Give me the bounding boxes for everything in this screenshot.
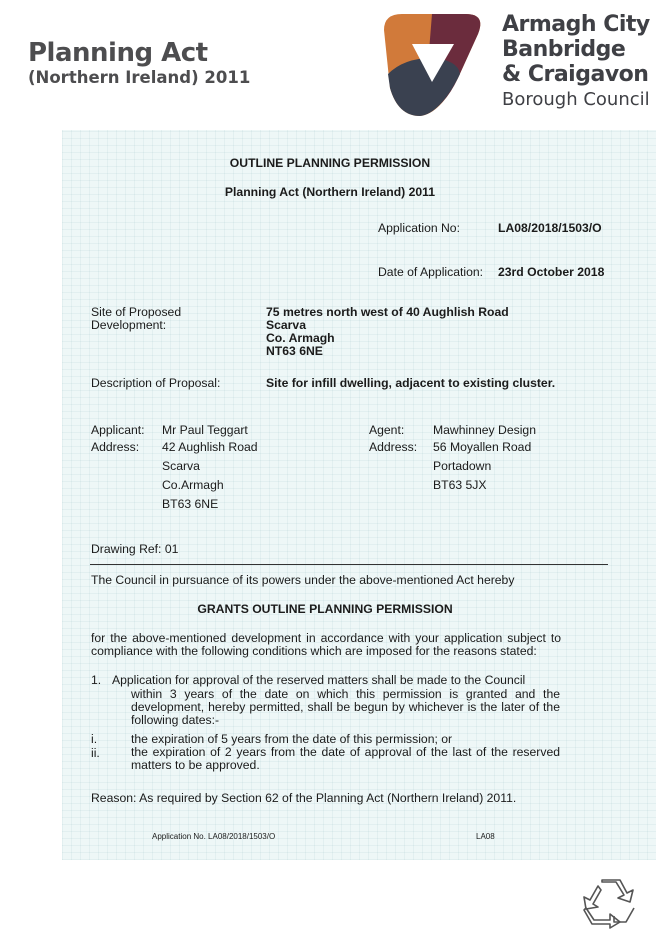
date-value: 23rd October 2018 bbox=[498, 265, 605, 279]
sub-ii-number: ii. bbox=[91, 746, 100, 760]
site-line-2: Scarva bbox=[266, 318, 306, 332]
council-line-4: Borough Council bbox=[502, 89, 650, 110]
agent-address-line-2: Portadown bbox=[433, 459, 492, 473]
condition-1-number: 1. bbox=[91, 673, 102, 687]
applicant-address-label: Address: bbox=[91, 440, 140, 454]
agent-value: Mawhinney Design bbox=[433, 423, 536, 437]
description-label: Description of Proposal: bbox=[91, 376, 221, 390]
agent-label: Agent: bbox=[369, 423, 405, 437]
site-label-1: Site of Proposed bbox=[91, 305, 182, 319]
site-line-3: Co. Armagh bbox=[266, 331, 335, 345]
document-heading: OUTLINE PLANNING PERMISSION bbox=[229, 156, 431, 170]
recycle-icon bbox=[580, 876, 638, 930]
council-name bbox=[502, 12, 650, 112]
application-no-label: Application No: bbox=[378, 221, 460, 235]
agent-address-line-1: 56 Moyallen Road bbox=[433, 440, 532, 454]
act-title: Planning Act bbox=[28, 38, 208, 68]
sub-ii-text: the expiration of 2 years from the date of approval of the last of the reserved matters to be approved. bbox=[131, 745, 560, 772]
footer-ref: LA08 bbox=[476, 832, 495, 841]
applicant-address-line-4: BT63 6NE bbox=[162, 497, 219, 511]
sub-i-number: i. bbox=[91, 732, 98, 746]
sub-i-text: the expiration of 5 years from the date of this permission; or bbox=[131, 732, 453, 746]
agent-address-line-3: BT63 5JX bbox=[433, 478, 487, 492]
reason-text: Reason: As required by Section 62 of the Planning Act (Northern Ireland) 2011. bbox=[91, 791, 517, 805]
condition-1-first-line: Application for approval of the reserved matters shall be made to the Council bbox=[112, 673, 526, 687]
applicant-address-line-2: Scarva bbox=[162, 459, 200, 473]
agent-address-label: Address: bbox=[369, 440, 418, 454]
for-text: for the above-mentioned development in accordance with your application subject to compliance with the following conditions which are imposed for the reasons stated: bbox=[91, 631, 561, 658]
applicant-address-line-1: 42 Aughlish Road bbox=[162, 440, 258, 454]
site-line-4: NT63 6NE bbox=[266, 344, 323, 358]
pursuance-text: The Council in pursuance of its powers under the above-mentioned Act hereby bbox=[91, 573, 515, 587]
applicant-label: Applicant: bbox=[91, 423, 145, 437]
grants-heading: GRANTS OUTLINE PLANNING PERMISSION bbox=[197, 602, 453, 616]
council-line-1: Armagh City bbox=[502, 12, 650, 37]
site-label-2: Development: bbox=[91, 318, 167, 332]
description-value: Site for infill dwelling, adjacent to existing cluster. bbox=[266, 376, 556, 390]
applicant-value: Mr Paul Teggart bbox=[162, 423, 248, 437]
council-line-3: & Craigavon bbox=[502, 62, 649, 87]
act-subtitle: (Northern Ireland) 2011 bbox=[28, 68, 251, 87]
council-logo-icon bbox=[374, 8, 492, 120]
council-line-2: Banbridge bbox=[502, 37, 626, 62]
condition-1-text: within 3 years of the date on which this permission is granted and the development, hereby permitted, shall be begun by whichever is the later of the following dates:- bbox=[131, 687, 560, 727]
site-line-1: 75 metres north west of 40 Aughlish Road bbox=[266, 305, 509, 319]
date-label: Date of Application: bbox=[378, 265, 484, 279]
application-no-value: LA08/2018/1503/O bbox=[498, 221, 602, 235]
act-reference: Planning Act (Northern Ireland) 2011 bbox=[224, 185, 436, 199]
footer-application-no: Application No. LA08/2018/1503/O bbox=[152, 832, 276, 841]
drawing-ref: Drawing Ref: 01 bbox=[91, 542, 179, 556]
applicant-address-line-3: Co.Armagh bbox=[162, 478, 224, 492]
divider bbox=[90, 564, 608, 565]
